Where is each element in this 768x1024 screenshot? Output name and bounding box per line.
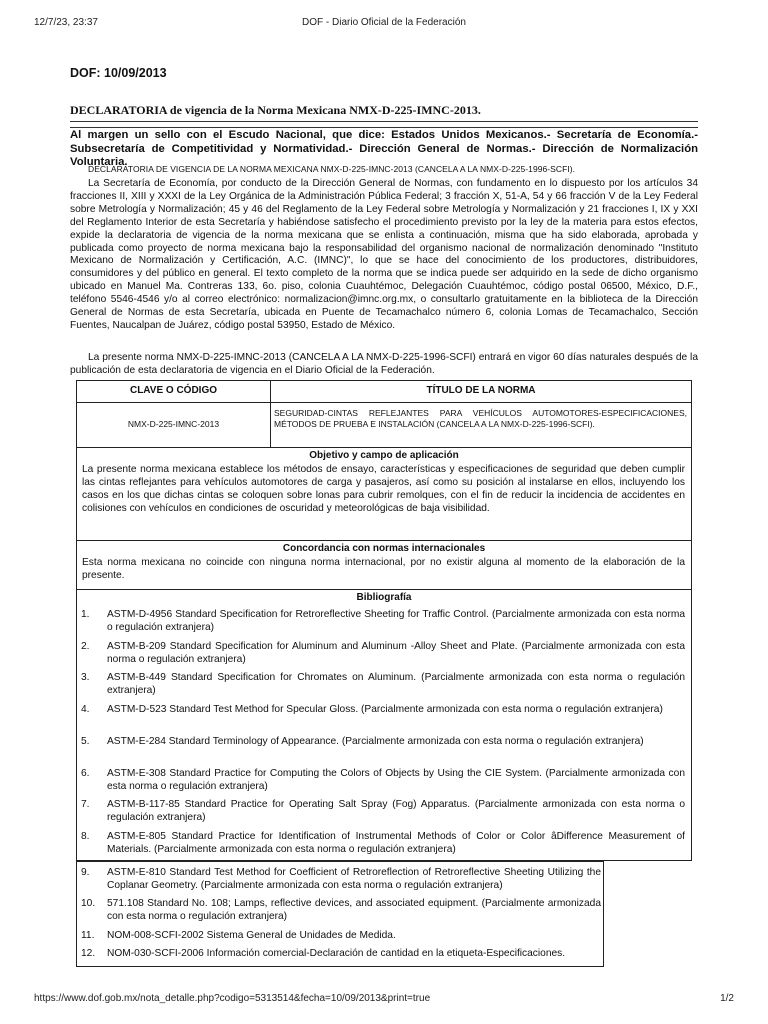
objetivo-header: Objetivo y campo de aplicación [309, 450, 459, 461]
margen-paragraph: Al margen un sello con el Escudo Nacional, que dice: Estados Unidos Mexicanos.- Secretaría de Economía.- Subsecretaría de Competitividad y Normatividad.- Dirección General de Normas.- Dirección de Normalización Voluntaria. [70, 129, 698, 168]
document-title: DECLARATORIA de vigencia de la Norma Mexicana NMX-D-225-IMNC-2013. [70, 103, 698, 122]
concordancia-header: Concordancia con normas internacionales [282, 543, 486, 554]
objetivo-text: La presente norma mexicana establece los métodos de ensayo, características y especificaciones de seguridad que deben cumplir las cintas reflejantes para vehículos automotores de carga y pasajeros, así como su posición al instalarse en ellos, incluyendo los casos en los que dichas cintas se coloquen sobre lonas para cubrir remolques, con el fin de reducir la incidencia de accidentes en colisiones con vehículos en condiciones de oscuridad y meteorológicas de baja visibilidad. [82, 464, 685, 514]
dof-date: DOF: 10/09/2013 [70, 66, 167, 80]
print-page-title: DOF - Diario Oficial de la Federación [302, 17, 466, 28]
bibliografia-item: 4. ASTM-D-523 Standard Test Method for Specular Gloss. (Parcialmente armonizada con esta norma o regulación extranjera) [81, 704, 663, 715]
bibliografia-item: 6. ASTM-E-308 Standard Practice for Computing the Colors of Objects by Using the CIE System. (Parcialmente armonizada con esta norma o regulación extranjera) [81, 768, 685, 792]
norma-code: NMX-D-225-IMNC-2013 [77, 403, 271, 447]
declaratoria-caps: DECLARATORIA DE VIGENCIA DE LA NORMA MEXICANA NMX-D-225-IMNC-2013 (CANCELA A LA NMX-D-225-1996-SCFI). [88, 164, 576, 174]
print-page-number: 1/2 [720, 993, 734, 1004]
bibliografia-item: 5. ASTM-E-284 Standard Terminology of Appearance. (Parcialmente armonizada con esta norma o regulación extranjera) [81, 736, 644, 747]
bibliografia-item: 1. ASTM-D-4956 Standard Specification for Retroreflective Sheeting for Traffic Control. (Parcialmente armonizada con esta norma o regulación extranjera) [81, 609, 685, 633]
bibliografia-item: 3. ASTM-B-449 Standard Specification for Chromates on Aluminum. (Parcialmente armonizada con esta norma o regulación extranjera) [81, 672, 685, 696]
col-header-title: TÍTULO DE LA NORMA [426, 385, 536, 396]
objetivo-section [77, 448, 691, 541]
print-url: https://www.dof.gob.mx/nota_detalle.php?codigo=5313514&fecha=10/09/2013&print=true [34, 993, 431, 1004]
bibliografia-item: 9. ASTM-E-810 Standard Test Method for Coefficient of Retroreflection of Retroreflective Sheeting Utilizing the Coplanar Geometry. (Parcialmente armonizada con esta norma o regulación extranjera) [81, 867, 601, 891]
bibliografia-item: 2. ASTM-B-209 Standard Specification for Aluminum and Aluminum -Alloy Sheet and Plate. (Parcialmente armonizada con esta norma o regulación extranjera) [81, 641, 685, 665]
body-paragraph-2: La presente norma NMX-D-225-IMNC-2013 (CANCELA A LA NMX-D-225-1996-SCFI) entrará en vigor 60 días naturales después de la publicación de esta declaratoria de vigencia en el Diario Oficial de la Federación. [70, 352, 698, 376]
norma-title: SEGURIDAD-CINTAS REFLEJANTES PARA VEHÍCULOS AUTOMOTORES-ESPECIFICACIONES, MÉTODOS DE PRUEBA E INSTALACIÓN (CANCELA A LA NMX-D-225-1996-SCFI). [274, 408, 687, 429]
concordancia-text: Esta norma mexicana no coincide con ninguna norma internacional, por no existir alguna al momento de la elaboración de la presente. [82, 557, 685, 581]
bibliografia-item: 7. ASTM-B-117-85 Standard Practice for Operating Salt Spray (Fog) Apparatus. (Parcialmente armonizada con esta norma o regulación extranjera) [81, 799, 685, 823]
bibliografia-item: 10. 571.108 Standard No. 108; Lamps, reflective devices, and associated equipment. (Parcialmente armonizada con esta norma o regulación extranjera) [81, 898, 601, 922]
bibliografia-item: 11. NOM-008-SCFI-2002 Sistema General de Unidades de Medida. [81, 930, 396, 941]
body-paragraph-1: La Secretaría de Economía, por conducto de la Dirección General de Normas, con fundamento en lo dispuesto por los artículos 34 fracciones II, XIII y XXXI de la Ley Orgánica de la Administración Pública Federal; 3 fracción X, 51-A, 54 y 66 fracción V de la Ley Federal sobre Metrología y Normalización; 45 y 46 del Reglamento de la Ley Federal sobre Metrología y Normalización y 21 fracciones I, IX y XXI del Reglamento Interior de esta Secretaría y habiéndose satisfecho el procedimiento previsto por la ley de la materia para estos efectos, expide la declaratoria de vigencia de la norma mexicana que se enlista a continuación, misma que ha sido elaborada, aprobada y publicada como proyecto de norma mexicana bajo la responsabilidad del organismo nacional de normalización denominado "Instituto Mexicano de Normalización y Certificación, A.C. (IMNC)", lo que se hace del conocimiento de los productores, distribuidores, consumidores y del público en general. El texto completo de la norma que se indica puede ser adquirido en la sede de dicho organismo ubicado en Manuel Ma. Contreras 133, 6o. piso, colonia Cuauhtémoc, Delegación Cuauhtémoc, código postal 06500, México, D.F., teléfono 5546-4546 y/o al correo electrónico: normalizacion@imnc.org.mx, o consultarlo gratuitamente en la biblioteca de la Dirección General de Normas de esta Secretaría, ubicada en Puente de Tecamachalco número 6, colonia Lomas de Tecamachalco, Sección Fuentes, Naucalpan de Juárez, código postal 53950, Estado de México. [70, 178, 698, 331]
bibliografia-item: 12. NOM-030-SCFI-2006 Información comercial-Declaración de cantidad en la etiqueta-Especificaciones. [81, 948, 566, 959]
bibliografia-item: 8. ASTM-E-805 Standard Practice for Identification of Instrumental Methods of Color or Color âDifference Measurement of Materials. (Parcialmente armonizada con esta norma o regulación extranjera) [81, 831, 685, 855]
col-header-code: CLAVE O CÓDIGO [77, 381, 271, 402]
print-datetime: 12/7/23, 23:37 [34, 17, 98, 28]
concordancia-section [77, 541, 691, 590]
bibliografia-header: Bibliografía [356, 592, 412, 603]
